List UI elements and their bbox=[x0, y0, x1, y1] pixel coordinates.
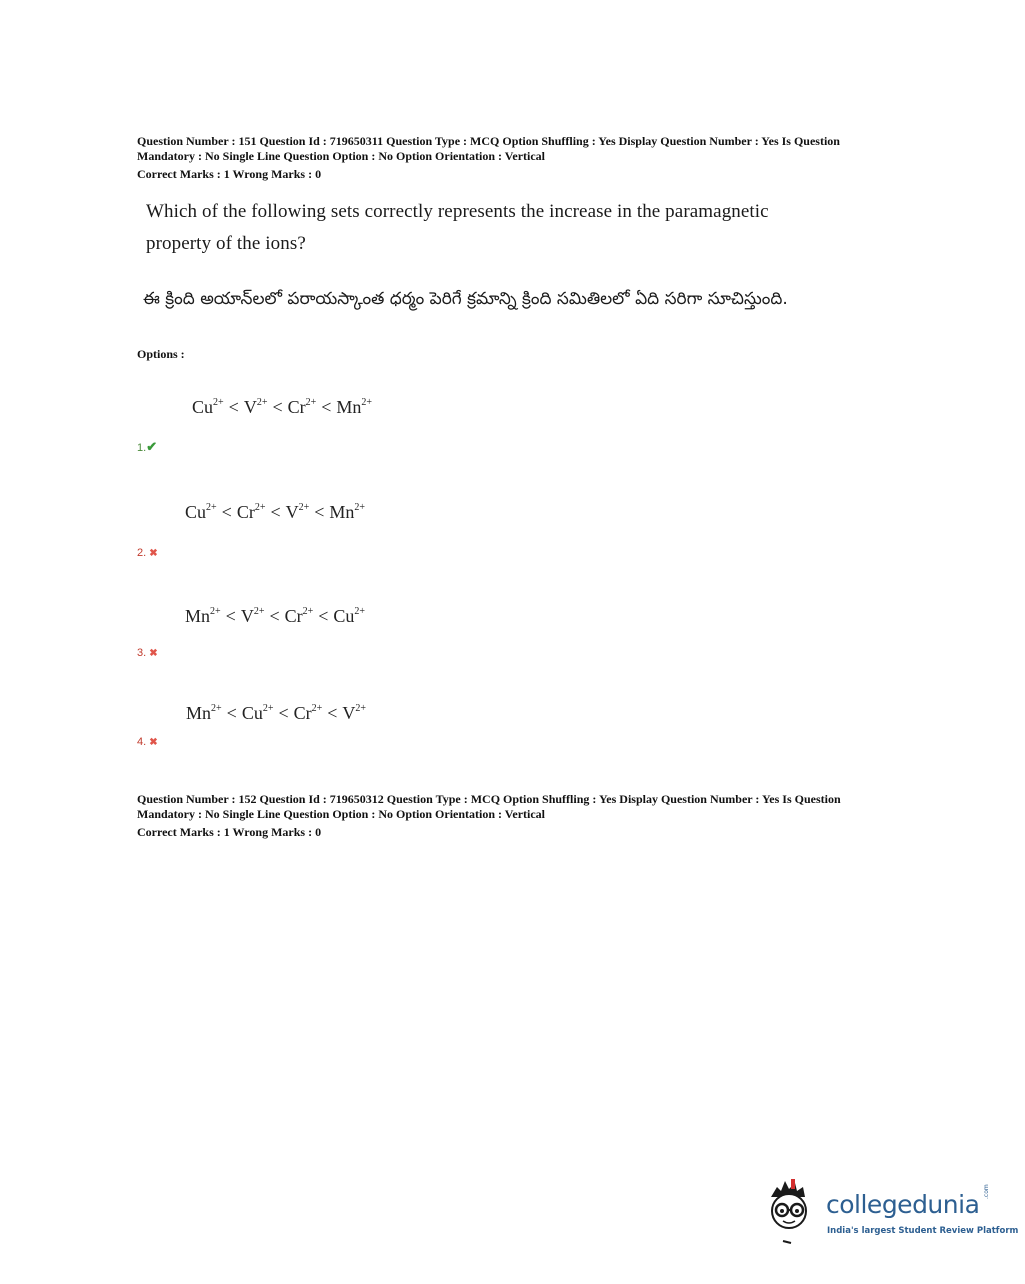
cross-icon: ✖ bbox=[149, 737, 158, 748]
ion: Cr bbox=[287, 397, 306, 417]
less-than: < bbox=[225, 606, 236, 626]
less-than: < bbox=[269, 606, 280, 626]
question-text-english bbox=[146, 196, 826, 260]
less-than: < bbox=[314, 502, 325, 522]
ion: Mn bbox=[336, 397, 362, 417]
ion-charge: 2+ bbox=[213, 397, 224, 408]
less-than: < bbox=[272, 397, 283, 417]
ion-charge: 2+ bbox=[253, 606, 265, 617]
ion: Cr bbox=[236, 502, 255, 522]
ion: Cu bbox=[185, 502, 207, 522]
less-than: < bbox=[226, 703, 237, 723]
ion: Cr bbox=[293, 703, 312, 723]
option-4-number: 4. ✖ bbox=[137, 736, 158, 748]
ion-charge: 2+ bbox=[262, 703, 274, 714]
meta-line: Question Number : 151 Question Id : 719650311 Question Type : MCQ Option Shuffling : Yes Display Question Number : Yes Is Question bbox=[137, 134, 840, 148]
ion: Mn bbox=[329, 502, 355, 522]
less-than: < bbox=[278, 703, 289, 723]
ion: V bbox=[342, 703, 356, 723]
less-than: < bbox=[327, 703, 338, 723]
ion-charge: 2+ bbox=[210, 606, 221, 617]
meta-line: Correct Marks : 1 Wrong Marks : 0 bbox=[137, 167, 322, 181]
option-4-formula bbox=[186, 703, 366, 724]
ion: Cu bbox=[192, 397, 214, 417]
less-than: < bbox=[228, 397, 239, 417]
ion-charge: 2+ bbox=[302, 606, 314, 617]
question-text-line: property of the ions? bbox=[146, 233, 306, 254]
option-3-number: 3. ✖ bbox=[137, 647, 158, 659]
ion: V bbox=[240, 606, 254, 626]
ion: V bbox=[243, 397, 257, 417]
question-text-telugu: ఈ క్రింది అయాన్‌లలో పరాయస్కాంత ధర్మం పెరిగే క్రమాన్ని క్రింది సమితిలలో ఏది సరిగా సూచిస్తుంది. bbox=[143, 289, 788, 309]
ion-charge: 2+ bbox=[256, 397, 268, 408]
option-1-number: 1.✔ bbox=[137, 439, 158, 454]
ion-charge: 2+ bbox=[361, 397, 373, 408]
option-3-formula bbox=[185, 606, 365, 627]
cross-icon: ✖ bbox=[149, 648, 158, 659]
ion-charge: 2+ bbox=[354, 606, 366, 617]
ion: Cu bbox=[241, 703, 263, 723]
option-2-formula bbox=[185, 502, 365, 523]
ion-charge: 2+ bbox=[305, 397, 317, 408]
ion: V bbox=[285, 502, 299, 522]
ion: Cr bbox=[284, 606, 303, 626]
ion-charge: 2+ bbox=[298, 502, 310, 513]
options-label: Options : bbox=[137, 347, 185, 361]
meta-line: Question Number : 152 Question Id : 719650312 Question Type : MCQ Option Shuffling : Yes Display Question Number : Yes Is Question bbox=[137, 792, 841, 806]
question-152-meta bbox=[137, 792, 917, 840]
option-1-formula bbox=[192, 397, 372, 418]
cross-icon: ✖ bbox=[149, 548, 158, 559]
question-151-meta bbox=[137, 134, 917, 182]
option-2-number: 2. ✖ bbox=[137, 547, 158, 559]
less-than: < bbox=[318, 606, 329, 626]
ion: Cu bbox=[333, 606, 355, 626]
ion-charge: 2+ bbox=[311, 703, 323, 714]
ion-charge: 2+ bbox=[355, 703, 367, 714]
meta-line: Correct Marks : 1 Wrong Marks : 0 bbox=[137, 825, 322, 839]
meta-line: Mandatory : No Single Line Question Option : No Option Orientation : Vertical bbox=[137, 807, 546, 821]
logo-wordmark: collegedunia bbox=[826, 1190, 980, 1219]
logo-domain-suffix: .com bbox=[983, 1184, 990, 1199]
ion-charge: 2+ bbox=[354, 502, 366, 513]
ion: Mn bbox=[185, 606, 211, 626]
ion-charge: 2+ bbox=[206, 502, 217, 513]
less-than: < bbox=[221, 502, 232, 522]
less-than: < bbox=[270, 502, 281, 522]
meta-line: Mandatory : No Single Line Question Option : No Option Orientation : Vertical bbox=[137, 149, 546, 163]
ion-charge: 2+ bbox=[211, 703, 222, 714]
checkmark-icon: ✔ bbox=[146, 439, 158, 454]
question-text-line: Which of the following sets correctly represents the increase in the paramagnetic bbox=[146, 201, 769, 222]
logo-tagline: India's largest Student Review Platform bbox=[827, 1226, 1019, 1236]
less-than: < bbox=[321, 397, 332, 417]
ion-charge: 2+ bbox=[254, 502, 266, 513]
ion: Mn bbox=[186, 703, 212, 723]
